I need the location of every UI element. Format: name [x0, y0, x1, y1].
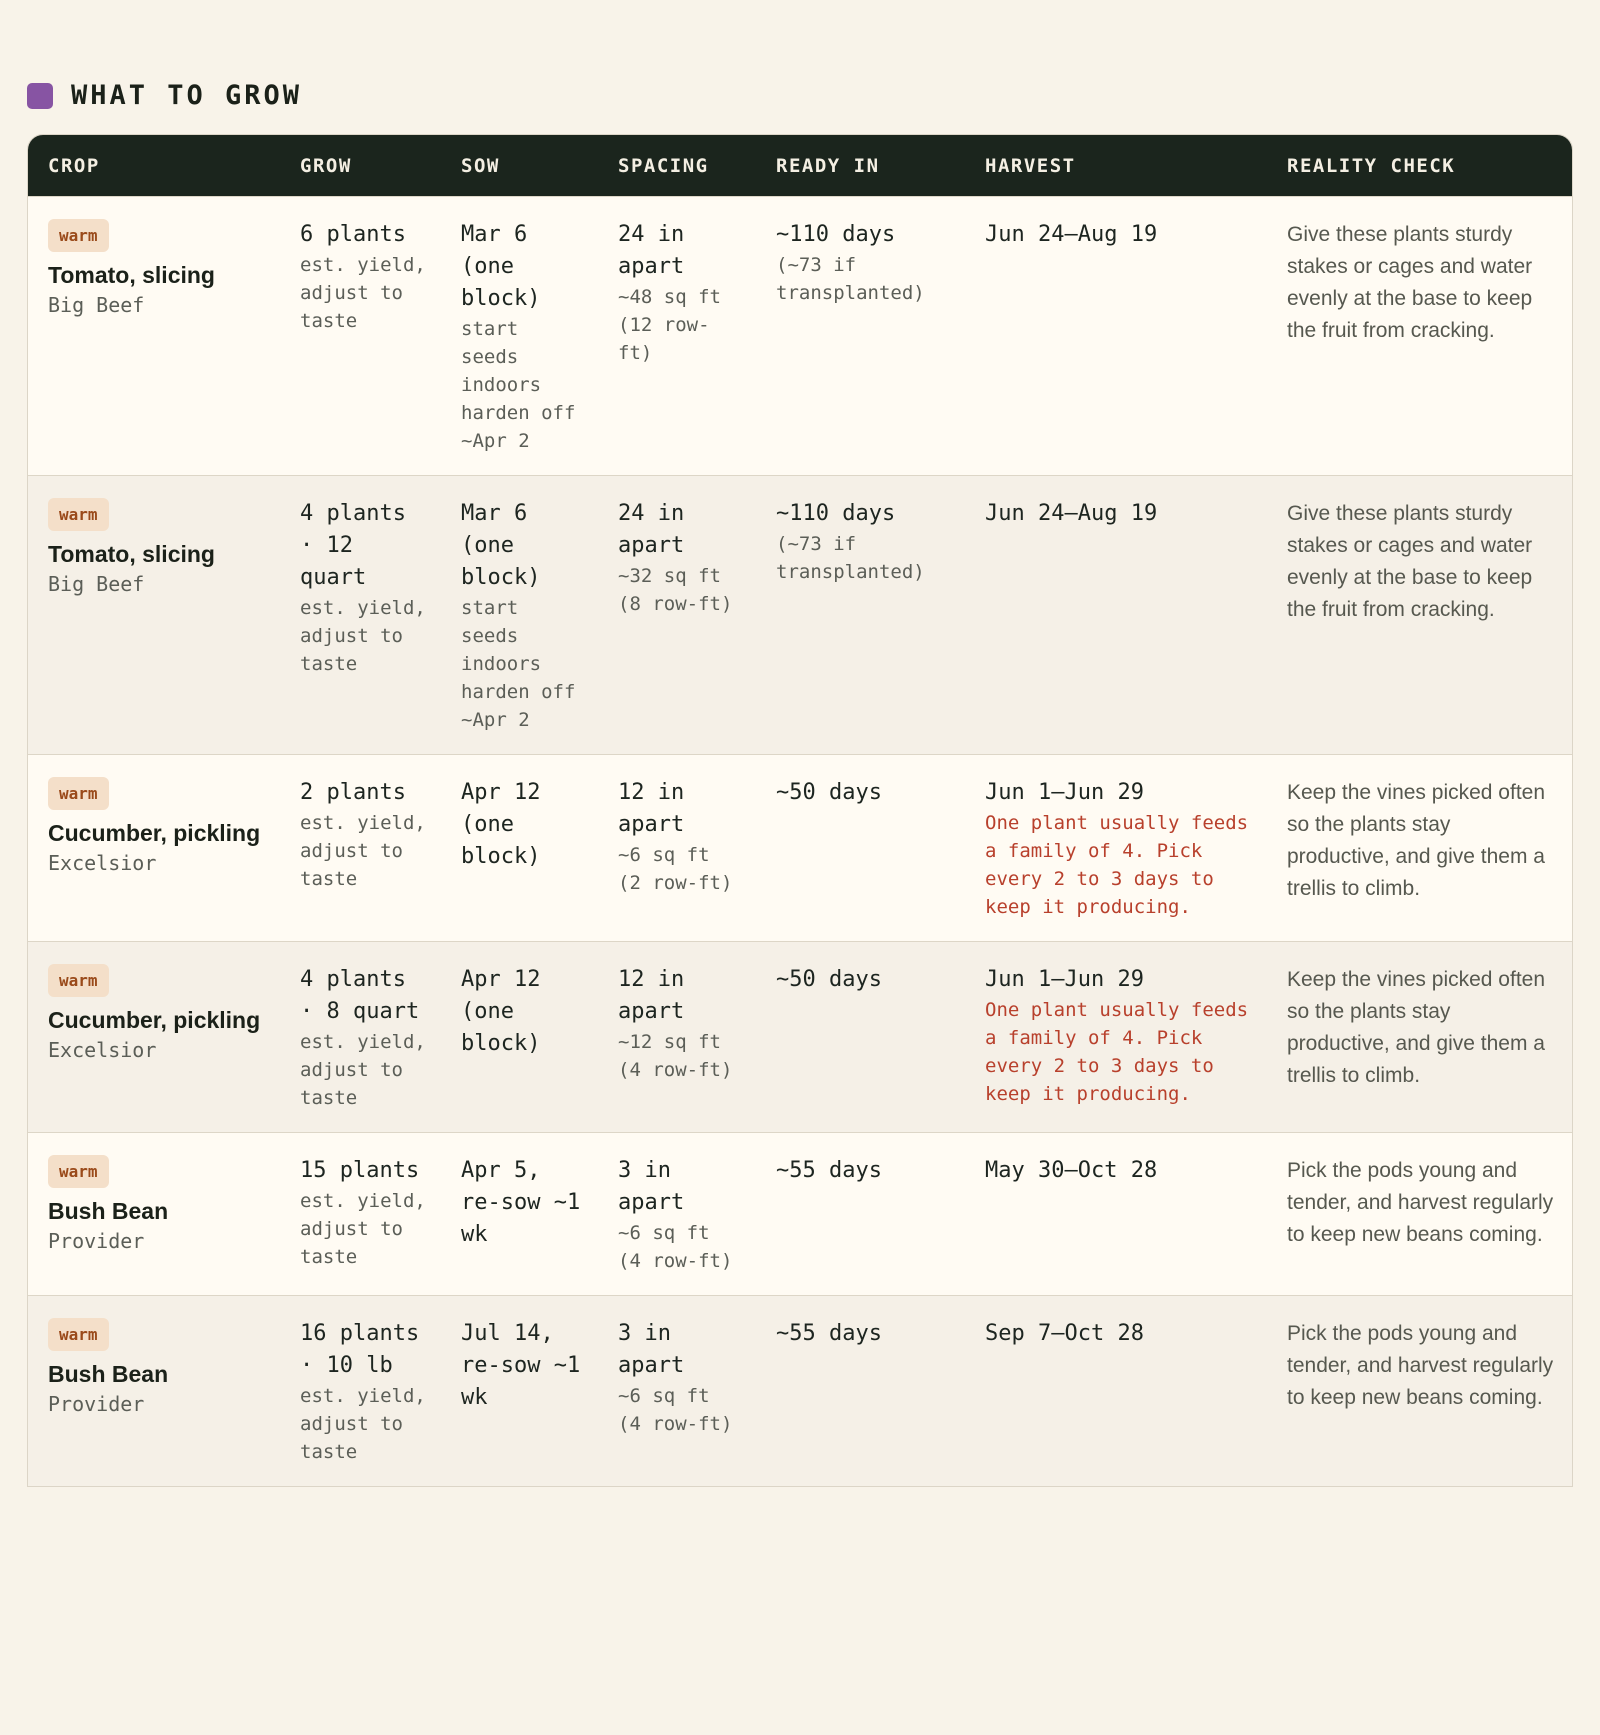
cell-reality-check [1267, 197, 1572, 476]
grow-note: est. yield, adjust to taste [300, 812, 426, 890]
crop-variety: Provider [48, 1229, 145, 1253]
cell-sow [441, 476, 598, 755]
table-row[interactable] [28, 1296, 1572, 1487]
cell-harvest [965, 197, 1267, 476]
grow-note: est. yield, adjust to taste [300, 1190, 426, 1268]
crop-name: Cucumber, pickling [48, 820, 261, 846]
column-header-reality-check[interactable]: REALITY CHECK [1267, 135, 1572, 197]
cell-ready-in [756, 1296, 965, 1487]
cell-reality-check [1267, 942, 1572, 1133]
cell-sow [441, 1296, 598, 1487]
crop-name: Bush Bean [48, 1198, 169, 1224]
cell-grow [280, 942, 441, 1133]
crop-name: Tomato, slicing [48, 262, 215, 288]
cell-reality-check [1267, 1133, 1572, 1296]
harvest-window: Sep 7–Oct 28 [985, 1321, 1144, 1346]
cell-spacing [598, 197, 756, 476]
crop-name: Tomato, slicing [48, 541, 215, 567]
table-row[interactable] [28, 476, 1572, 755]
sow-date: Apr 5, re-sow ~1 wk [461, 1158, 581, 1247]
crop-name: Cucumber, pickling [48, 1007, 261, 1033]
spacing-value: 12 in apart [618, 780, 685, 837]
cell-reality-check [1267, 476, 1572, 755]
cell-spacing [598, 755, 756, 942]
cell-sow [441, 197, 598, 476]
grow-amount: 2 plants [300, 780, 406, 805]
grow-amount: 4 plants · 12 quart [300, 501, 406, 590]
cell-grow [280, 476, 441, 755]
cell-grow [280, 1133, 441, 1296]
cell-harvest [965, 1133, 1267, 1296]
cell-crop [28, 942, 280, 1133]
table-row[interactable] [28, 755, 1572, 942]
ready-days: ~110 days [776, 501, 896, 526]
table-row[interactable] [28, 197, 1572, 476]
crop-variety: Big Beef [48, 293, 145, 317]
crop-variety: Excelsior [48, 1038, 157, 1062]
spacing-area: ~48 sq ft (12 row-ft) [618, 286, 721, 364]
crop-variety: Provider [48, 1392, 145, 1416]
spacing-area: ~6 sq ft (2 row-ft) [618, 844, 733, 894]
harvest-window: May 30–Oct 28 [985, 1158, 1158, 1183]
cell-crop [28, 476, 280, 755]
grow-amount: 15 plants [300, 1158, 420, 1183]
season-badge: warm [48, 777, 109, 810]
spacing-area: ~6 sq ft (4 row-ft) [618, 1385, 733, 1435]
cell-ready-in [756, 755, 965, 942]
sow-date: Mar 6 (one block) [461, 222, 541, 311]
reality-check-text: Give these plants sturdy stakes or cages and water evenly at the base to keep the fruit from cracking. [1287, 502, 1533, 621]
column-header-grow[interactable]: GROW [280, 135, 441, 197]
cell-harvest [965, 755, 1267, 942]
grow-note: est. yield, adjust to taste [300, 1385, 426, 1463]
column-header-spacing[interactable]: SPACING [598, 135, 756, 197]
reality-check-text: Give these plants sturdy stakes or cages and water evenly at the base to keep the fruit from cracking. [1287, 223, 1533, 342]
spacing-value: 24 in apart [618, 501, 685, 558]
ready-transplant-note: (~73 if transplanted) [776, 254, 925, 304]
crop-table [27, 134, 1573, 1487]
spacing-value: 3 in apart [618, 1158, 685, 1215]
sow-date: Apr 12 (one block) [461, 780, 541, 869]
cell-reality-check [1267, 1296, 1572, 1487]
grow-amount: 4 plants · 8 quart [300, 967, 420, 1024]
spacing-value: 12 in apart [618, 967, 685, 1024]
reality-check-text: Pick the pods young and tender, and harvest regularly to keep new beans coming. [1287, 1159, 1554, 1246]
cell-grow [280, 197, 441, 476]
column-header-sow[interactable]: SOW [441, 135, 598, 197]
table-body [28, 197, 1572, 1487]
grow-note: est. yield, adjust to taste [300, 1031, 426, 1109]
cell-sow [441, 1133, 598, 1296]
reality-check-text: Keep the vines picked often so the plants stay productive, and give them a trellis to climb. [1287, 968, 1546, 1087]
cell-sow [441, 755, 598, 942]
reality-check-text: Keep the vines picked often so the plants stay productive, and give them a trellis to climb. [1287, 781, 1546, 900]
season-badge: warm [48, 1155, 109, 1188]
cell-ready-in [756, 197, 965, 476]
spacing-area: ~32 sq ft (8 row-ft) [618, 565, 733, 615]
harvest-tip: One plant usually feeds a family of 4. Pick every 2 to 3 days to keep it producing. [985, 999, 1249, 1105]
season-badge: warm [48, 219, 109, 252]
cell-crop [28, 197, 280, 476]
season-badge: warm [48, 498, 109, 531]
spacing-area: ~6 sq ft (4 row-ft) [618, 1222, 733, 1272]
spacing-value: 24 in apart [618, 222, 685, 279]
cell-harvest [965, 1296, 1267, 1487]
sow-note: start seeds indoors harden off ~Apr 2 [461, 597, 576, 731]
grow-note: est. yield, adjust to taste [300, 597, 426, 675]
cell-spacing [598, 1296, 756, 1487]
sow-date: Mar 6 (one block) [461, 501, 541, 590]
column-header-ready-in[interactable]: READY IN [756, 135, 965, 197]
crop-variety: Excelsior [48, 851, 157, 875]
ready-days: ~55 days [776, 1158, 882, 1183]
cell-harvest [965, 476, 1267, 755]
column-header-crop[interactable]: CROP [28, 135, 280, 197]
cell-spacing [598, 942, 756, 1133]
ready-days: ~50 days [776, 967, 882, 992]
harvest-window: Jun 24–Aug 19 [985, 501, 1158, 526]
cell-sow [441, 942, 598, 1133]
ready-days: ~55 days [776, 1321, 882, 1346]
cell-spacing [598, 476, 756, 755]
section-title: WHAT TO GROW [71, 80, 303, 111]
grow-amount: 6 plants [300, 222, 406, 247]
spacing-area: ~12 sq ft (4 row-ft) [618, 1031, 733, 1081]
section-marker-icon [27, 83, 53, 109]
grow-note: est. yield, adjust to taste [300, 254, 426, 332]
ready-days: ~50 days [776, 780, 882, 805]
cell-crop [28, 755, 280, 942]
cell-ready-in [756, 1133, 965, 1296]
spacing-value: 3 in apart [618, 1321, 685, 1378]
cell-harvest [965, 942, 1267, 1133]
cell-ready-in [756, 942, 965, 1133]
cell-crop [28, 1133, 280, 1296]
table-row[interactable] [28, 942, 1572, 1133]
sow-note: start seeds indoors harden off ~Apr 2 [461, 318, 576, 452]
cell-spacing [598, 1133, 756, 1296]
cell-reality-check [1267, 755, 1572, 942]
sow-date: Jul 14, re-sow ~1 wk [461, 1321, 581, 1410]
reality-check-text: Pick the pods young and tender, and harvest regularly to keep new beans coming. [1287, 1322, 1554, 1409]
season-badge: warm [48, 1318, 109, 1351]
harvest-window: Jun 24–Aug 19 [985, 222, 1158, 247]
cell-ready-in [756, 476, 965, 755]
grow-amount: 16 plants · 10 lb [300, 1321, 420, 1378]
crop-variety: Big Beef [48, 572, 145, 596]
cell-grow [280, 1296, 441, 1487]
harvest-window: Jun 1–Jun 29 [985, 780, 1144, 805]
season-badge: warm [48, 964, 109, 997]
harvest-tip: One plant usually feeds a family of 4. Pick every 2 to 3 days to keep it producing. [985, 812, 1249, 918]
ready-transplant-note: (~73 if transplanted) [776, 533, 925, 583]
section-header [27, 80, 302, 111]
sow-date: Apr 12 (one block) [461, 967, 541, 1056]
cell-grow [280, 755, 441, 942]
ready-days: ~110 days [776, 222, 896, 247]
harvest-window: Jun 1–Jun 29 [985, 967, 1144, 992]
cell-crop [28, 1296, 280, 1487]
table-header-row [28, 135, 1572, 197]
crop-name: Bush Bean [48, 1361, 169, 1387]
column-header-harvest[interactable]: HARVEST [965, 135, 1267, 197]
table-row[interactable] [28, 1133, 1572, 1296]
